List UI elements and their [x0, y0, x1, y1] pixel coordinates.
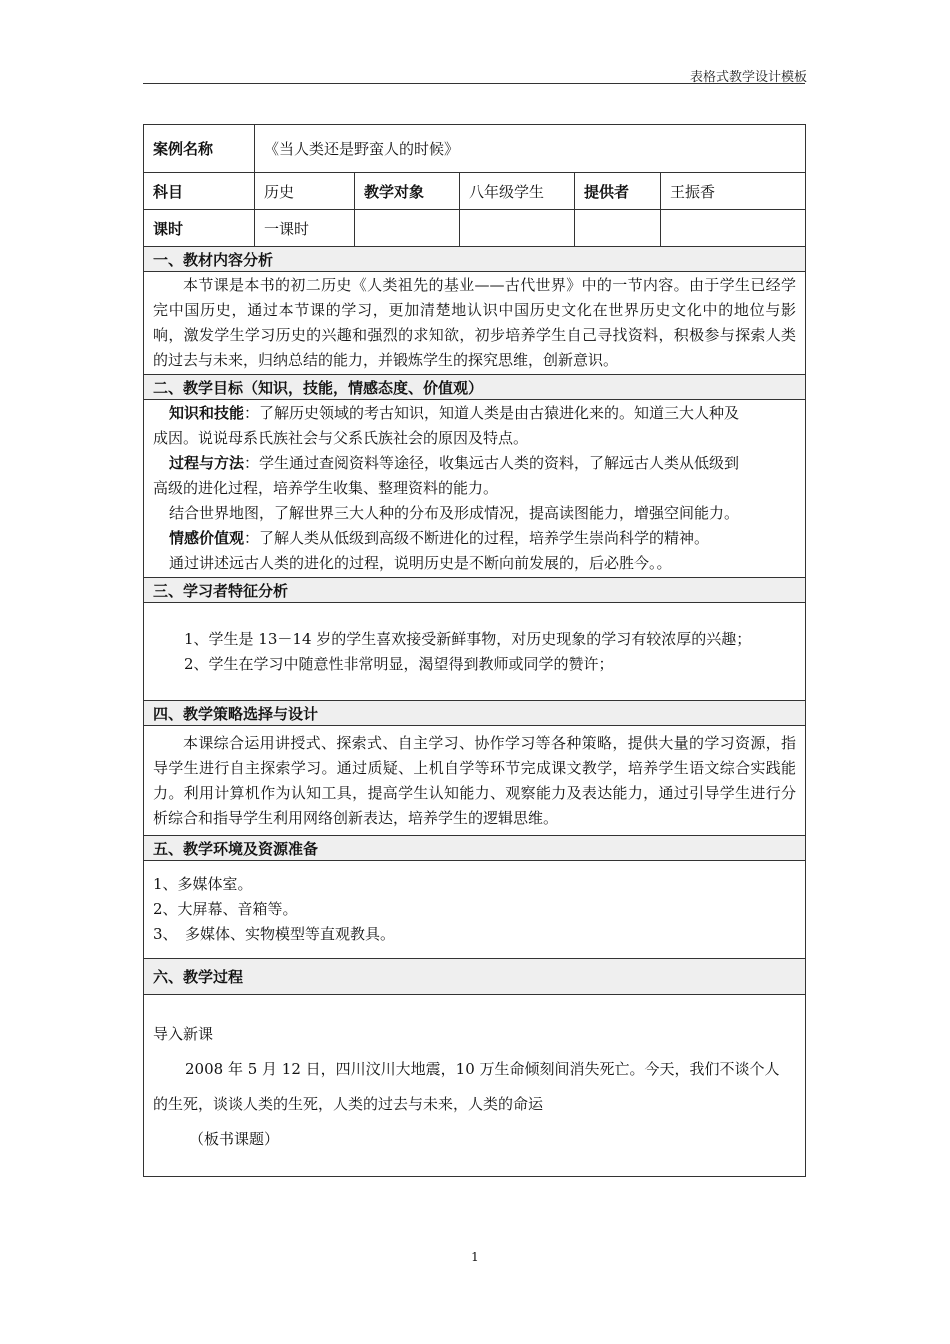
emotion-line [153, 526, 796, 551]
knowledge-text-cont: 成因。说说母系氏族社会与父系氏族社会的原因及特点。 [153, 429, 529, 447]
process-label: 过程与方法 [169, 454, 245, 472]
header-title: 表格式教学设计模板 [689, 70, 807, 85]
section-4-title: 四、教学策略选择与设计 [144, 701, 806, 726]
provider-label: 提供者 [575, 173, 661, 210]
emotion-label: 情感价值观 [169, 529, 245, 547]
empty-cell [575, 210, 661, 247]
page-number: 1 [471, 1250, 479, 1264]
section-5-title: 五、教学环境及资源准备 [144, 836, 806, 861]
section-5-body [144, 861, 806, 959]
case-label: 案例名称 [144, 125, 255, 173]
section-2-body-row [144, 400, 806, 578]
section-5-header [144, 836, 806, 861]
subject-row [144, 173, 806, 210]
period-row [144, 210, 806, 247]
section-1-body: 本节课是本书的初二历史《人类祖先的基业——古代世界》中的一节内容。由于学生已经学完中国历史，通过本节课的学习，更加清楚地认识中国历史文化在世界历史文化中的地位与影响，激发学生学习历史的兴趣和强烈的求知欲，初步培养学生自己寻找资料，积极参与探索人类的过去与未来，归纳总结的能力，并锻炼学生的探究思维，创新意识。 [144, 272, 806, 375]
map-text: 结合世界地图，了解世界三大人种的分布及形成情况，提高读图能力，增强空间能力。 [169, 504, 740, 522]
section-1-body-row [144, 272, 806, 375]
knowledge-text: ：了解历史领域的考古知识，知道人类是由古猿进化来的。知道三大人种及 [244, 404, 740, 422]
section-3-body [144, 603, 806, 701]
section-4-header [144, 701, 806, 726]
subject-value: 历史 [255, 173, 355, 210]
board-note: （板书课题） [189, 1130, 280, 1148]
intro-label: 导入新课 [153, 1025, 214, 1043]
section-6-body-row [144, 995, 806, 1177]
process-text: ：学生通过查阅资料等途径，收集远古人类的资料，了解远古人类从低级到 [244, 454, 740, 472]
resource-item-2: 2、大屏幕、音箱等。 [153, 900, 298, 918]
lesson-plan-table [143, 124, 806, 1177]
section-6-header [144, 959, 806, 995]
process-text-cont: 高级的进化过程，培养学生收集、整理资料的能力。 [153, 479, 499, 497]
header-rule [143, 83, 805, 84]
intro-line-2: 的生死，谈谈人类的生死，人类的过去与未来，人类的命运 [153, 1095, 544, 1113]
resource-item-3: 3、 多媒体、实物模型等直观教具。 [153, 925, 396, 943]
section-1-title: 一、教材内容分析 [144, 247, 806, 272]
period-value: 一课时 [255, 210, 355, 247]
knowledge-label: 知识和技能 [169, 404, 245, 422]
closing-text: 通过讲述远古人类的进化的过程，说明历史是不断向前发展的，后必胜今。。 [169, 554, 672, 572]
section-4-body-row [144, 726, 806, 836]
provider-value: 王振香 [661, 173, 806, 210]
section-2-header [144, 375, 806, 400]
section-6-body [144, 995, 806, 1177]
case-value: 《当人类还是野蛮人的时候》 [255, 125, 806, 173]
section-3-header [144, 578, 806, 603]
knowledge-line [153, 401, 796, 426]
section-2-body [144, 400, 806, 578]
section-6-title: 六、教学过程 [144, 959, 806, 995]
period-label: 课时 [144, 210, 255, 247]
section-1-header [144, 247, 806, 272]
intro-line-1: 2008 年 5 月 12 日，四川汶川大地震，10 万生命倾刻间消失死亡。今天，我们不谈个人 [185, 1060, 780, 1078]
learner-item-2: 2、学生在学习中随意性非常明显，渴望得到教师或同学的赞许； [184, 654, 614, 673]
section-3-body-row [144, 603, 806, 701]
process-line [153, 451, 796, 476]
learner-item-1: 1、学生是 13－14 岁的学生喜欢接受新鲜事物，对历史现象的学习有较浓厚的兴趣； [184, 629, 752, 648]
empty-cell [355, 210, 460, 247]
target-label: 教学对象 [355, 173, 460, 210]
section-2-title: 二、教学目标（知识，技能，情感态度、价值观） [144, 375, 806, 400]
empty-cell [460, 210, 575, 247]
target-value: 八年级学生 [460, 173, 575, 210]
emotion-text: ：了解人类从低级到高级不断进化的过程，培养学生崇尚科学的精神。 [244, 529, 710, 547]
resource-item-1: 1、多媒体室。 [153, 875, 253, 893]
empty-cell [661, 210, 806, 247]
section-4-body: 本课综合运用讲授式、探索式、自主学习、协作学习等各种策略，提供大量的学习资源，指导学生进行自主探索学习。通过质疑、上机自学等环节完成课文教学，培养学生语文综合实践能力。利用计算机作为认知工具，提高学生认知能力、观察能力及表达能力，通过引导学生进行分析综合和指导学生利用网络创新表达，培养学生的逻辑思维。 [144, 726, 806, 836]
case-row [144, 125, 806, 173]
section-5-body-row [144, 861, 806, 959]
subject-label: 科目 [144, 173, 255, 210]
section-3-title: 三、学习者特征分析 [144, 578, 806, 603]
